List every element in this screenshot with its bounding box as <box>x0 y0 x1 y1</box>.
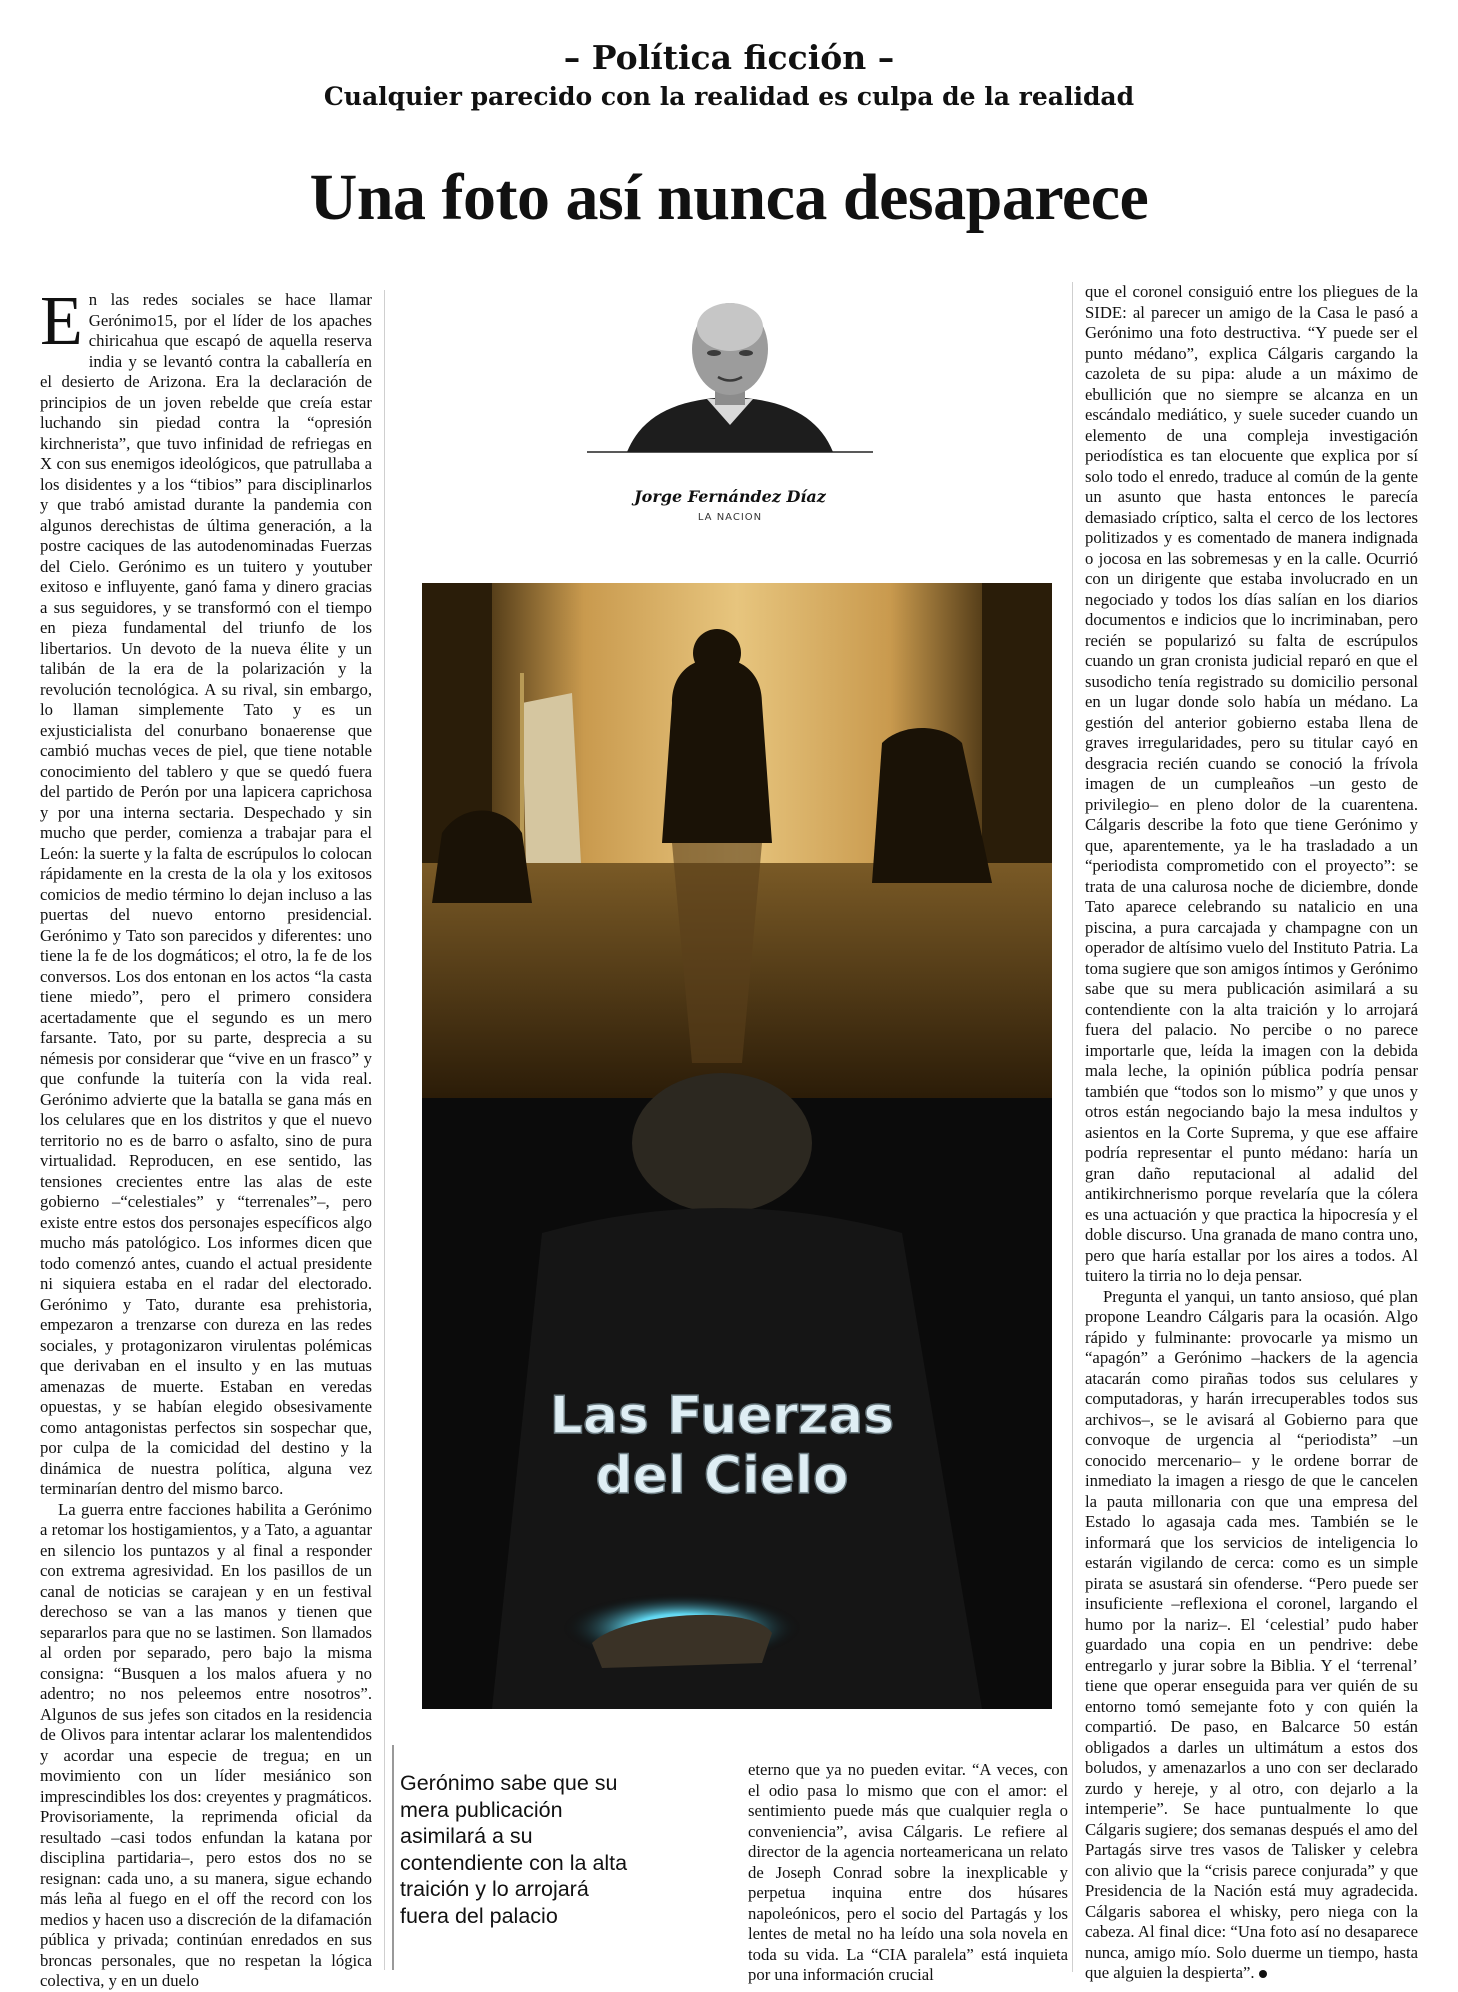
paragraph: eterno que ya no pueden evitar. “A veces, con el odio pasa lo mismo que con el amor: el sentimiento puede más que cualquier regla o conveniencia”, avisa Cálgaris. Le refiere al director de la agencia norteamericana un relato de Joseph Conrad sobre la inexplicable y perpetua inquina entre dos húsares napoleónicos, pero el socio del Partagás y los lentes de metal no ha leído una sola novela en toda su vida. La “CIA paralela” está inquieta por una información crucial <box>748 1760 1068 1984</box>
tshirt-text-line-2: del Cielo <box>595 1446 849 1506</box>
headline: Una foto así nunca desaparece <box>309 161 1149 234</box>
paragraph: que el coronel consiguió entre los pliegues de la SIDE: al parecer un amigo de la Casa le pasó a Gerónimo una foto destructiva. “Y puede ser el punto médano”, explica Cálgaris cargando la cazoleta de su pipa: alude a un máximo de ebullición que no siempre se alcanza en un escándalo mediático, y suele suceder cuando un elemento de una compleja investigación periodística es tan elocuente que explica por sí solo todo el enredo, traduce al común de la gente un asunto que hasta entonces le parecía demasiado críptico, salta el cerco de los lectores politizados y es comentado de manera indignada o jocosa en las sobremesas y en la calle. Ocurrió con un dirigente que estaba involucrado en un negociado y todos los días salían en los diarios documentos e indicios que lo incriminaban, pero recién se popularizó su falta de escrúpulos cuando un gran cronista judicial reparó en que el susodicho tenía registrado su domicilio personal en un lugar donde solo había un médano. La gestión del anterior gobierno estaba llena de graves irregularidades, pero su titular cayó en desgracia recién cuando se conoció la frívola imagen de un cumpleaños –un gesto de privilegio– en pleno dolor de la cuarentena. Cálgaris describe la foto que tiene Gerónimo y que, aparentemente, ya le ha trasladado a un “periodista comprometido con el proyecto”: se trata de una calurosa noche de diciembre, donde Tato aparece celebrando su natalicio en una piscina, a pura carcajada y champagne con un operador de altísimo vuelo del Instituto Patria. La toma sugiere que son amigos íntimos y Gerónimo sabe que su mera publicación asimilará a su contendiente con la alta traición y lo arrojará fuera del palacio. No percibe o no parece importarle que, leída la imagen con la debida mala leche, la opinión pública podría pensar también que “todos son lo mismo” y que unos y otros están negociando bajo la mesa indultos y asientos en la Corte Suprema, y que ese affaire podría representar el punto médano: haría un gran daño reputacional al adalid del antikirchnerismo porque revelaría que la cólera es una actuación y que practica la hipocresía y el doble discurso. Una granada de mano contra uno, pero que haría estallar por los aires a todos. Al tuitero la tirria no lo deja pensar. <box>1085 282 1418 1285</box>
article-column-3 <box>1085 282 1418 1984</box>
paragraph: La guerra entre facciones habilita a Gerónimo a retomar los hostigamientos, y a Tato, a aguantar en silencio los puntazos y al final a responder con extrema agresividad. En los pasillos de un canal de noticias se carajean y en un festival derechoso se van a las manos y tienen que separarlos para que no se lastimen. Son llamados al orden por separado, pero bajo la misma consigna: “Busquen a los malos afuera y no adentro; no nos peleemos entre nosotros”. Algunos de sus jefes son citados en la residencia de Olivos para intentar aclarar los malentendidos y acordar una especie de tregua; en un movimiento con un líder mesiánico son imprescindibles los dos: creyentes y pragmáticos. Provisoriamente, la reprimenda oficial da resultado –casi todos enfundan la katana por disciplina partidaria–, pero estos dos no se resignan: cada uno, a su manera, sigue echando más leña al fuego en el off the record con los medios y hacen uso a discreción de la difamación pública y privada; continúan enredados en sus broncas personales, que no respetan la lógica colectiva, y en un duelo <box>40 1499 372 1990</box>
author-outlet: LA NACION <box>697 512 763 523</box>
paragraph-text: n las redes sociales se hace llamar Gerónimo15, por el líder de los apaches chiricahua que escapó de aquella reserva india y se levantó contra la caballería en el desierto de Arizona. Era la declaración de principios de un joven rebelde que creía estar luchando sin piedad contra la “opresión kirchnerista”, que tuvo infinidad de refriegas en X con sus enemigos ideológicos, que patrullaba a los disidentes y a los “tibios” para disciplinarlos y que trabó amistad durante la pandemia con algunos derechistas de última generación, a la postre caciques de las autodenominadas Fuerzas del Cielo. Gerónimo es un tuitero y youtuber exitoso e influyente, ganó fama y dinero gracias a sus seguidores, y se transformó con el tiempo en pieza fundamental del triunfo de los libertarios. Un devoto de la nueva élite y un talibán de la era de la polarización y la revolución tecnológica. A su rival, sin embargo, lo llaman simplemente Tato y es un exjusticialista del conurbano bonaerense que cambió muchas veces de piel, que tiene notable conocimiento del tablero y que se quedó fuera del partido de Perón por una lapicera caprichosa y por una interna sectaria. Despechado y sin mucho que perder, comienza a trabajar para el León: la suerte y la falta de escrúpulos lo colocan rápidamente en la cresta de la ola y los exitosos comicios de medio término lo dejan incluso a las puertas del nuevo entorno presidencial. Gerónimo y Tato son parecidos y diferentes: uno tiene la fe de los dogmáticos; el otro, la fe de los conversos. Los dos entonan en los actos “la casta tiene miedo”, pero el primero considera acertadamente que el segundo es un mero farsante. Tato, por su parte, desprecia a su némesis por considerar que “vive en un frasco” y que confunde la tuitería con la vida real. Gerónimo advierte que la batalla se gana más en los celulares que en los distritos y que el nuevo territorio no es de barro o asfalto, sino de pura virtualidad. Reproducen, en ese sentido, las tensiones crecientes entre las alas de este gobierno –“celestiales” y “terrenales”–, pero existe entre estos dos personajes específicos algo mucho más patológico. Los informes dicen que todo comenzó antes, cuando el actual presidente ni siquiera estaba en el radar del electorado. Gerónimo y Tato, durante esa prehistoria, empezaron a trenzarse con dureza en las redes sociales, y protagonizaron virulentas polémicas que derivaban en el insulto y en las mutuas amenazas de muerte. Estaban en veredas opuestas, y se habían elegido obsesivamente como antagonistas perfectos sin sospechar que, por culpa de la comicidad del destino y la dinámica de nuestra política, alguna vez terminarían dentro del mismo barco. <box>40 290 372 1498</box>
article-column-2 <box>748 1760 1068 1986</box>
column-divider <box>384 290 385 1970</box>
paragraph <box>40 283 372 1500</box>
paragraph-text: Pregunta el yanqui, un tanto ansioso, qué plan propone Leandro Cálgaris para la ocasión. Algo rápido y fulminante: provocarle ya mismo un “apagón” a Gerónimo –hackers de la agencia atacarán como pirañas todos sus celulares y computadoras, y harán irrecuperables todos sus archivos–, se le avisará al Gobierno para que convoque de urgencia al “periodista” –un conocido mercenario– y le ordene borrar de inmediato la imagen a riesgo de que le cancelen la pauta millonaria con que una empresa del Estado lo agasaja cada mes. También se le informará que los servicios de inteligencia lo estarán vigilando de cerca: como es un simple pirata se asustará sin ofenderse. “Pero puede ser insuficiente –reflexiona el coronel, largando el humo por la nariz–. El ‘celestial’ pudo haber guardado una copia en un pendrive: debe entregarlo y jurar sobre la Biblia. Y el ‘terrenal’ tiene que operar enseguida para ver quién de su entorno tomó semejante foto y con quién la compartió. De paso, en Balcarce 50 están obligados a darles un ultimátum a estos dos boludos, y amenazarlos a uno con ser declarado zurdo y hereje, y al otro, con dejarlo a la intemperie”. Se hace puntualmente lo que Cálgaris sugiere; dos semanas después el amo del Partagás sirve tres vasos de Talisker y celebra con alivio que la “crisis parece conjurada” y que Presidencia de la Nación está muy agradecida. Cálgaris saborea el whisky, pero niega con la cabeza. Al final dice: “Una foto así no desaparece nunca, amigo mío. Solo duerme un tiempo, hasta que alguien la despierta”. <box>1085 1286 1418 1982</box>
column-divider <box>1072 282 1073 1972</box>
paragraph <box>1085 1287 1418 1984</box>
pull-quote-rule <box>392 1745 394 1970</box>
drop-cap: E <box>40 283 83 360</box>
author-name: Jorge Fernández Díaz <box>634 487 826 506</box>
tshirt-text-line-1: Las Fuerzas <box>549 1386 895 1446</box>
pull-quote: Gerónimo sabe que su mera publicación asimilará a su contendiente con la alta traición y lo arrojará fuera del palacio <box>400 1771 628 1928</box>
section-subkicker: Cualquier parecido con la realidad es culpa de la realidad <box>323 82 1135 111</box>
author-portrait <box>587 287 873 453</box>
article-column-1 <box>40 283 372 1992</box>
main-photo <box>422 583 1052 1709</box>
section-kicker: – Política ficción – <box>563 38 895 77</box>
end-mark-icon <box>1259 1970 1267 1978</box>
